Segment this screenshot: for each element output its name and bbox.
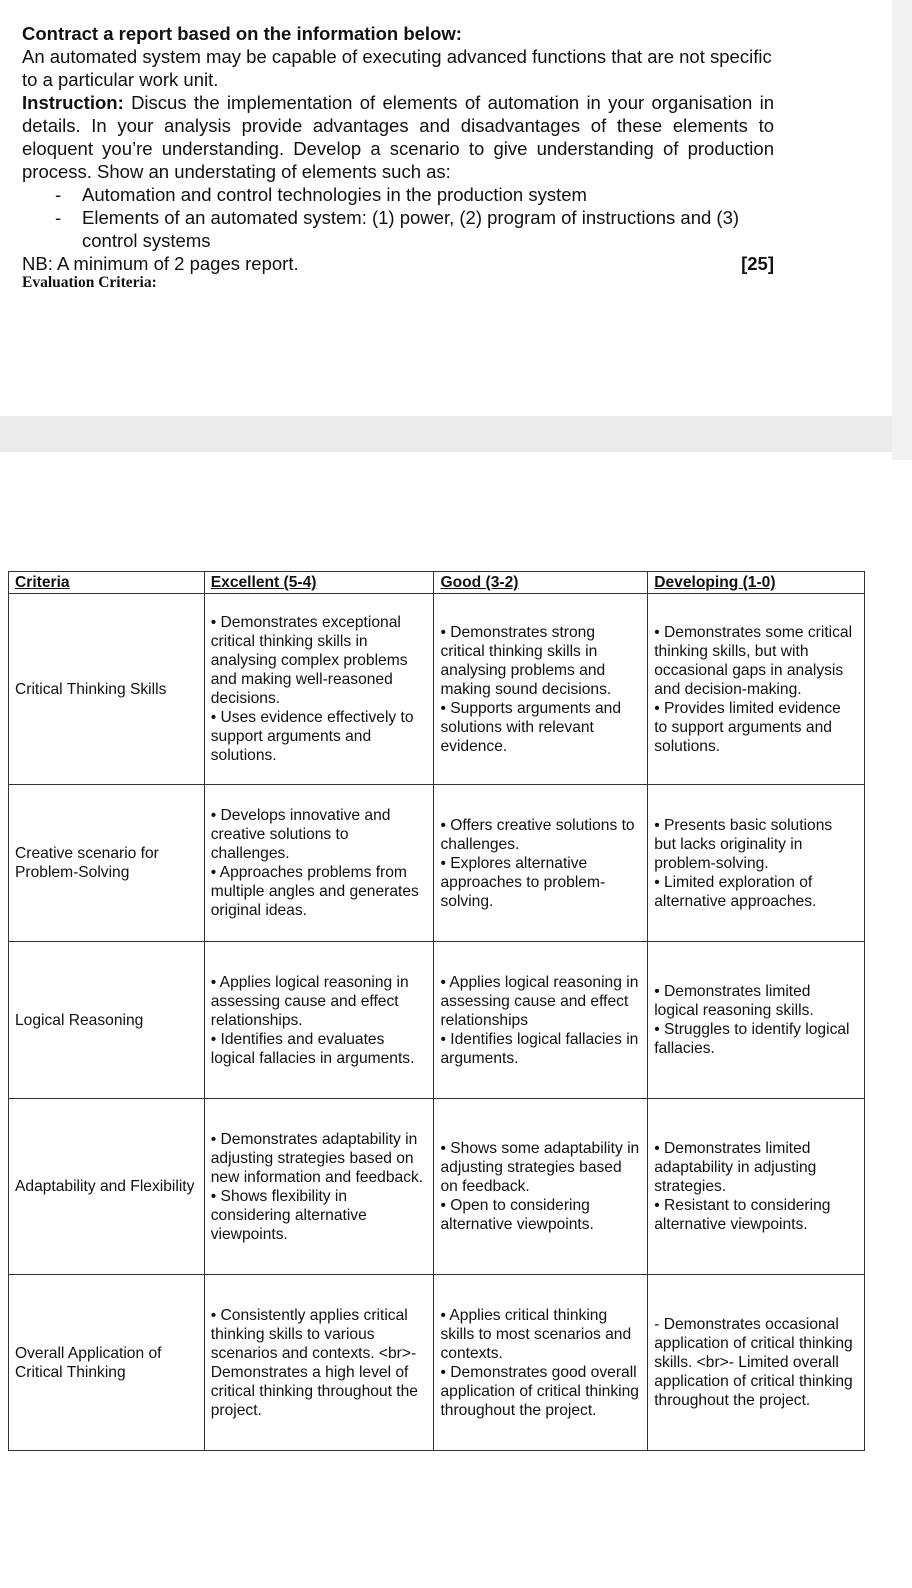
descriptor-line: • Demonstrates limited adaptability in adjusting strategies. [654, 1140, 817, 1195]
descriptor-line: • Demonstrates good overall application of critical thinking throughout the project. [440, 1363, 639, 1419]
excellent-cell [204, 1099, 434, 1275]
rubric-header-row [9, 572, 865, 594]
nb-note: NB: A minimum of 2 pages report. [22, 253, 299, 274]
descriptor-line: • Applies critical thinking skills to most scenarios and contexts. [440, 1306, 632, 1362]
excellent-cell [204, 785, 434, 942]
descriptor-line: • Resistant to considering alternative viewpoints. [654, 1197, 831, 1233]
descriptor-line: • Limited exploration of alternative approaches. [654, 873, 817, 910]
developing-cell [648, 785, 865, 942]
descriptor-line: • Provides limited evidence to support arguments and solutions. [654, 699, 841, 755]
list-item [22, 206, 774, 252]
instruction-label: Instruction: [22, 92, 124, 113]
list-item [22, 183, 774, 206]
rubric-table [8, 571, 865, 1451]
good-cell [434, 1099, 648, 1275]
criteria-cell: Logical Reasoning [9, 942, 205, 1099]
descriptor-line: • Presents basic solutions but lacks originality in problem-solving. [654, 816, 833, 872]
bullet-marker: - [55, 207, 62, 228]
descriptor-line: • Shows flexibility in considering alternative viewpoints. [210, 1187, 367, 1243]
header-good: Good (3-2) [434, 572, 648, 594]
list-item-text: Automation and control technologies in the production system [82, 184, 587, 205]
descriptor-line: • Struggles to identify logical fallacies. [654, 1021, 850, 1057]
total-marks: [25] [741, 253, 774, 274]
developing-cell [648, 942, 865, 1099]
excellent-cell [204, 1275, 434, 1451]
descriptor-line: • Demonstrates exceptional critical thinking skills in analysing complex problems and making well-reasoned decisions. [210, 614, 408, 707]
good-cell [434, 785, 648, 942]
descriptor-line: • Demonstrates some critical thinking skills, but with occasional gaps in analysis and decision-making. [654, 623, 853, 698]
assignment-intro: An automated system may be capable of executing advanced functions that are not specific to a particular work unit. [22, 46, 772, 90]
table-row [9, 942, 865, 1099]
criteria-cell: Critical Thinking Skills [9, 594, 205, 785]
nb-row [22, 252, 774, 275]
descriptor-line: - Demonstrates occasional application of critical thinking skills. <br>- Limited overall application of critical thinking throughout the project. [654, 1316, 853, 1409]
descriptor-line: • Open to considering alternative viewpoints. [440, 1197, 594, 1233]
excellent-cell [204, 942, 434, 1099]
rubric-body [9, 594, 865, 1451]
good-cell [434, 594, 648, 785]
good-cell [434, 942, 648, 1099]
page-side-margin [892, 0, 912, 460]
assignment-instructions [22, 22, 774, 293]
developing-cell [648, 594, 865, 785]
descriptor-line: • Demonstrates adaptability in adjusting strategies based on new information and feedback. [210, 1130, 424, 1186]
criteria-cell: Adaptability and Flexibility [9, 1099, 205, 1275]
descriptor-line: • Supports arguments and solutions with relevant evidence. [440, 699, 622, 755]
table-row [9, 594, 865, 785]
developing-cell [648, 1275, 865, 1451]
descriptor-line: • Develops innovative and creative solutions to challenges. [210, 807, 391, 862]
bullet-marker: - [55, 184, 62, 205]
table-row [9, 785, 865, 942]
descriptor-line: • Offers creative solutions to challenges. [440, 816, 635, 853]
criteria-cell: Overall Application of Critical Thinking [9, 1275, 205, 1451]
developing-cell [648, 1099, 865, 1275]
instruction-text: Discus the implementation of elements of automation in your organisation in details. In your analysis provide advantages and disadvantages of these elements to eloquent you’re understanding. Develop a scenario to give understanding of production process. Show an understating of elements such as: [22, 92, 774, 182]
excellent-cell [204, 594, 434, 785]
assignment-instruction [22, 91, 774, 183]
descriptor-line: • Explores alternative approaches to problem-solving. [440, 854, 606, 910]
descriptor-line: • Identifies logical fallacies in arguments. [440, 1030, 639, 1067]
evaluation-criteria-label: Evaluation Criteria: [22, 274, 157, 291]
descriptor-line: • Consistently applies critical thinking skills to various scenarios and contexts. <br>- Demonstrates a high level of critical thinking throughout the project. [210, 1306, 418, 1419]
descriptor-line: • Identifies and evaluates logical fallacies in arguments. [210, 1030, 415, 1067]
criteria-cell: Creative scenario for Problem-Solving [9, 785, 205, 942]
descriptor-line: • Applies logical reasoning in assessing cause and effect relationships [440, 973, 639, 1029]
header-criteria: Criteria [9, 572, 205, 594]
descriptor-line: • Demonstrates strong critical thinking skills in analysing problems and making sound decisions. [440, 623, 612, 698]
descriptor-line: • Shows some adaptability in adjusting strategies based on feedback. [440, 1140, 640, 1195]
descriptor-line: • Approaches problems from multiple angles and generates original ideas. [210, 864, 419, 919]
descriptor-line: • Demonstrates limited logical reasoning skills. [654, 983, 814, 1019]
table-row [9, 1099, 865, 1275]
descriptor-line: • Applies logical reasoning in assessing cause and effect relationships. [210, 973, 409, 1029]
header-excellent: Excellent (5-4) [204, 572, 434, 594]
descriptor-line: • Uses evidence effectively to support arguments and solutions. [210, 709, 414, 764]
assignment-heading: Contract a report based on the information below: [22, 23, 462, 44]
table-row [9, 1275, 865, 1451]
page-separator-band [0, 416, 892, 452]
element-list [22, 183, 774, 252]
good-cell [434, 1275, 648, 1451]
header-developing: Developing (1-0) [648, 572, 865, 594]
list-item-text: Elements of an automated system: (1) power, (2) program of instructions and (3) control systems [82, 207, 740, 251]
